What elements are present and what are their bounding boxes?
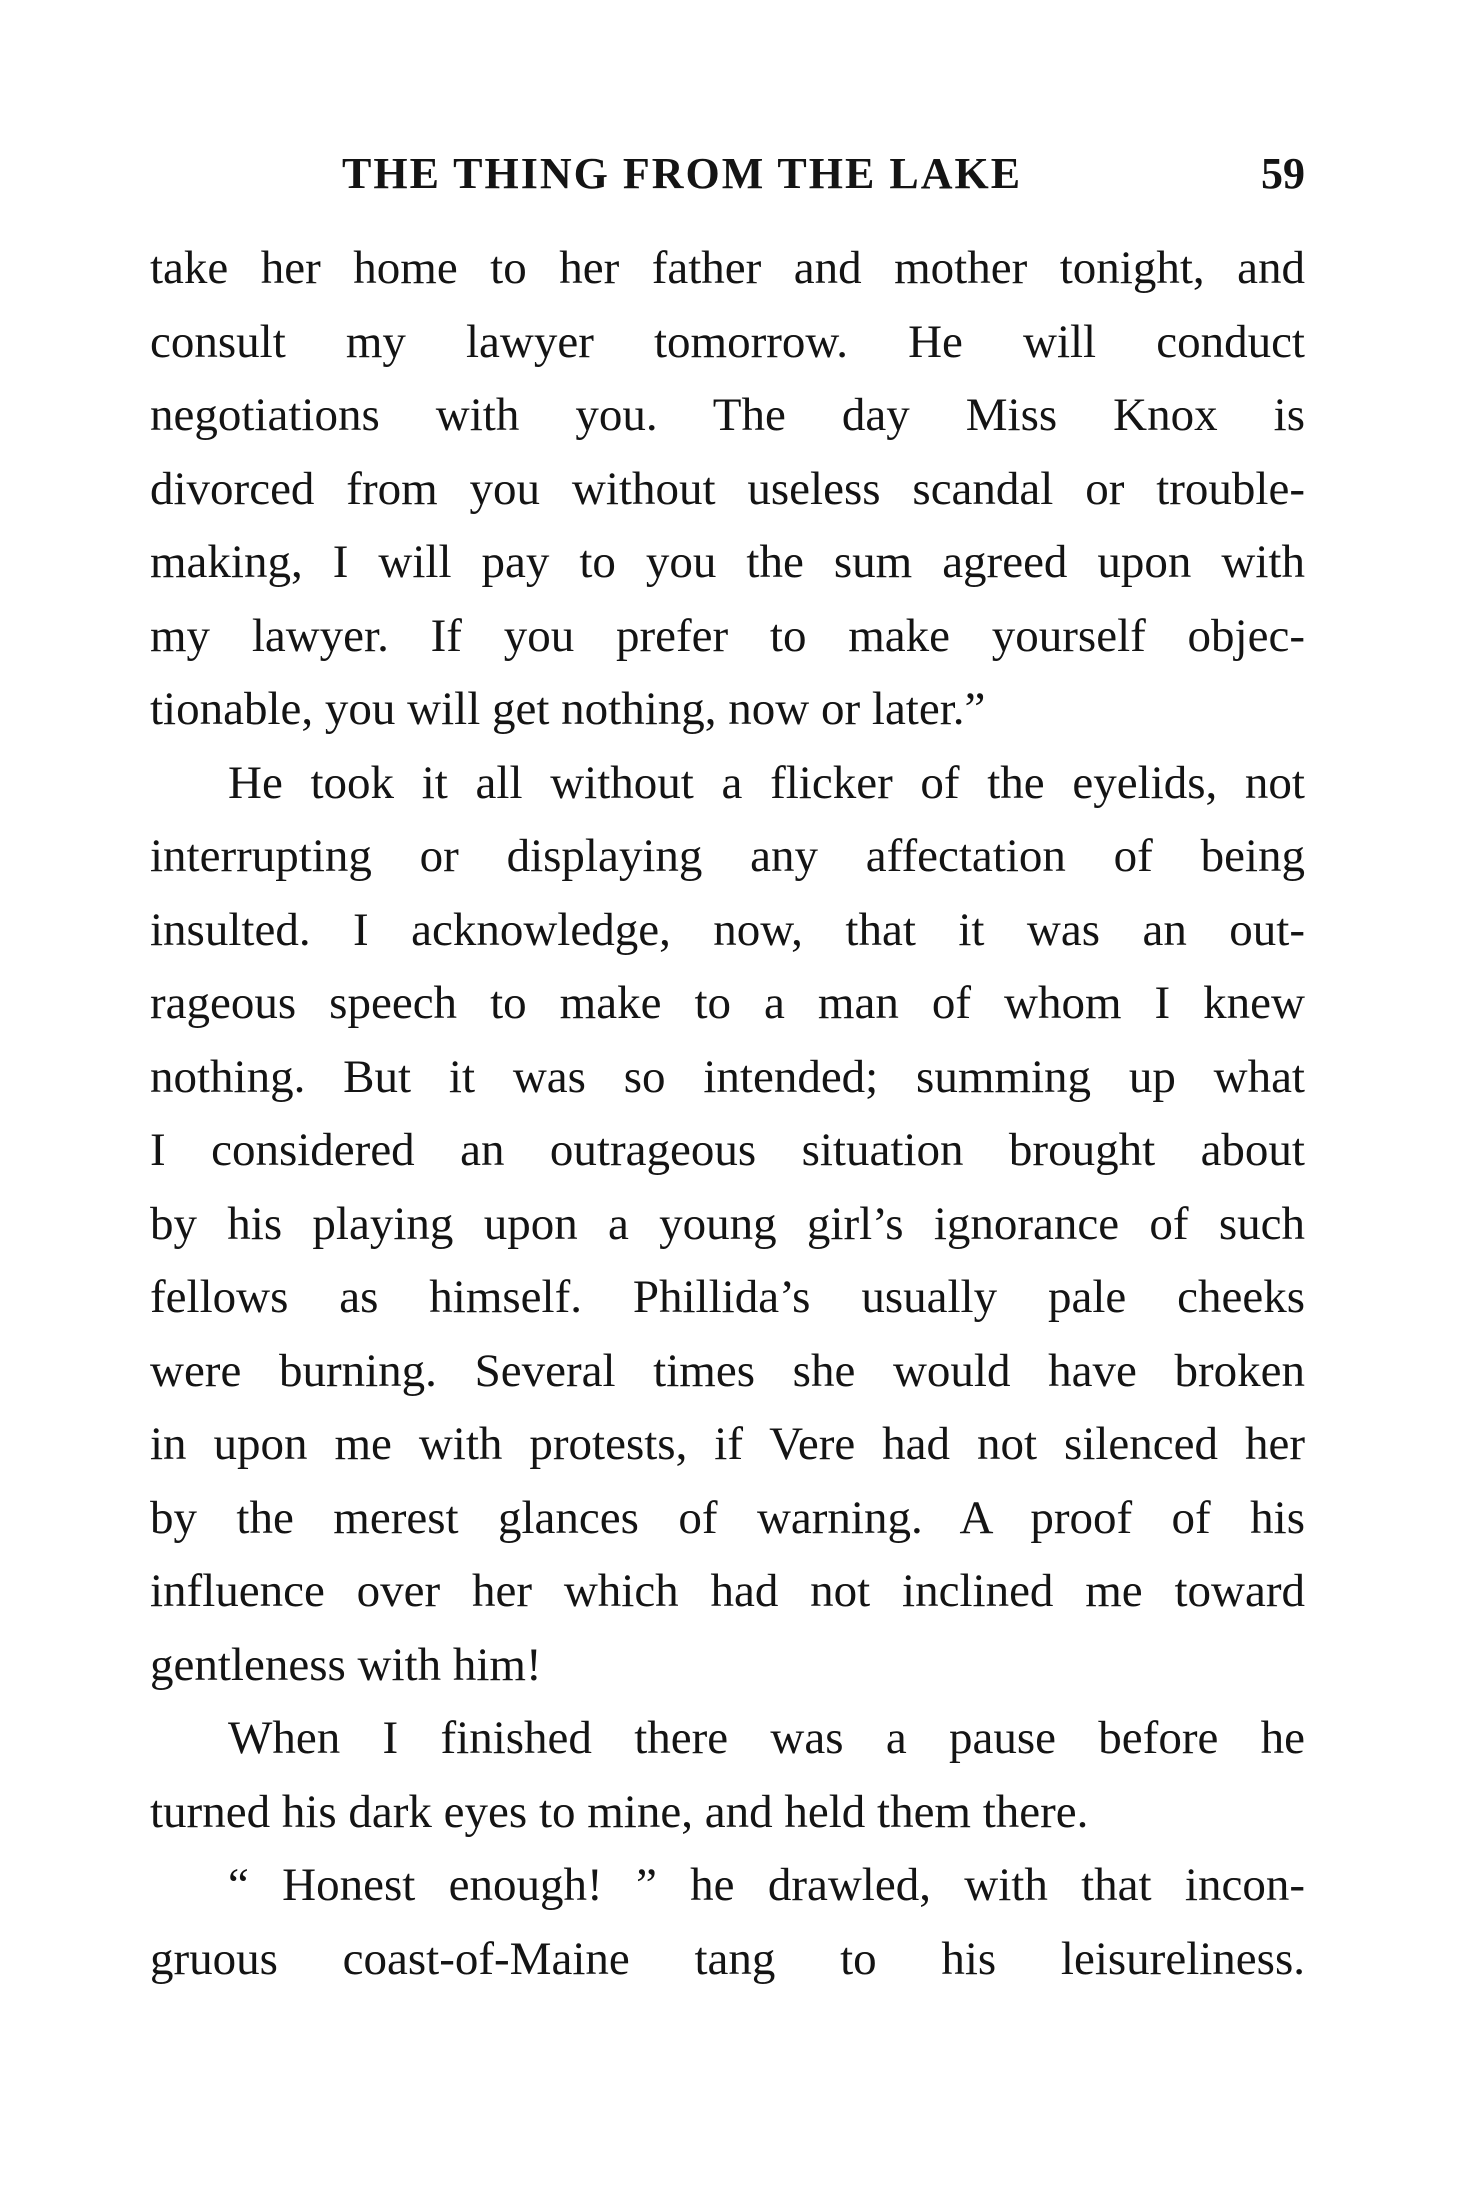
- text-line: When I finished there was a pause before he: [228, 1712, 1305, 1764]
- text-line: I considered an outrageous situation brought about: [150, 1124, 1305, 1176]
- text-line: gruous coast-of-Maine tang to his leisureliness.: [150, 1932, 1305, 1985]
- text-line: influence over her which had not inclined me toward: [150, 1565, 1305, 1617]
- text-line: consult my lawyer tomorrow. He will conduct: [150, 315, 1305, 368]
- text-line: interrupting or displaying any affectation of being: [150, 830, 1305, 882]
- running-head: [150, 144, 1305, 204]
- text-line: He took it all without a flicker of the eyelids, not: [228, 756, 1305, 809]
- text-line: by his playing upon a young girl’s ignorance of such: [150, 1197, 1305, 1250]
- running-head-title: THE THING FROM THE LAKE: [342, 149, 1023, 198]
- text-line: by the merest glances of warning. A proof of his: [150, 1491, 1305, 1544]
- text-line: in upon me with protests, if Vere had not silenced her: [150, 1418, 1305, 1470]
- text-line: turned his dark eyes to mine, and held them there.: [150, 1785, 1089, 1838]
- page-number: 59: [1261, 149, 1305, 198]
- text-line: gentleness with him!: [150, 1638, 542, 1691]
- text-line: divorced from you without useless scandal or trouble-: [150, 462, 1305, 515]
- text-line: my lawyer. If you prefer to make yourself objec-: [150, 609, 1305, 662]
- text-line: negotiations with you. The day Miss Knox is: [150, 389, 1305, 441]
- text-line: rageous speech to make to a man of whom I knew: [150, 977, 1305, 1029]
- text-line: “ Honest enough! ” he drawled, with that incon-: [228, 1859, 1305, 1911]
- text-line: making, I will pay to you the sum agreed upon with: [150, 536, 1305, 588]
- text-line: fellows as himself. Phillida’s usually pale cheeks: [150, 1271, 1305, 1323]
- body-text: [150, 232, 1305, 1996]
- text-line: take her home to her father and mother tonight, and: [150, 242, 1305, 294]
- text-line: insulted. I acknowledge, now, that it was an out-: [150, 903, 1305, 956]
- text-line: tionable, you will get nothing, now or later.”: [150, 683, 986, 735]
- text-line: nothing. But it was so intended; summing up what: [150, 1050, 1305, 1103]
- text-line: were burning. Several times she would have broken: [150, 1344, 1305, 1397]
